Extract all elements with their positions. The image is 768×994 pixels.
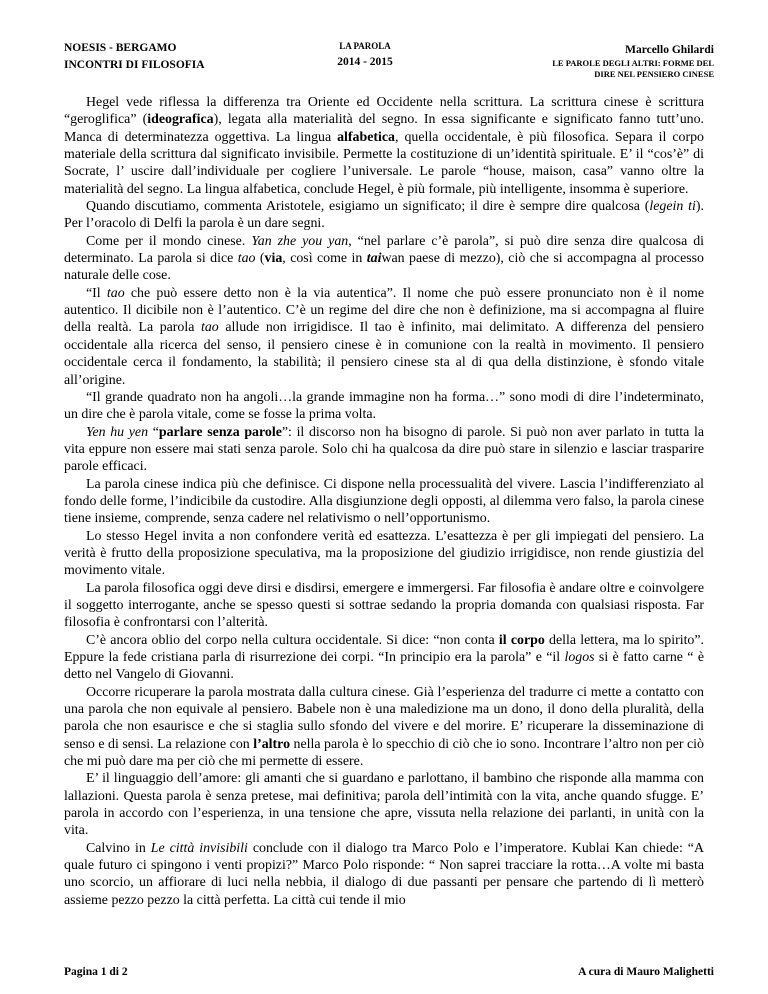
page-number: Pagina 1 di 2 [64, 966, 128, 978]
topic-block [329, 40, 401, 72]
paragraph: Quando discutiamo, commenta Aristotele, esigiamo un significato; il dire è sempre dire qualcosa (legein ti). Per l’oracolo di Delfi la parola è un dare segni. [64, 199, 704, 232]
years: 2014 - 2015 [337, 56, 393, 68]
speaker-name: Marcello Ghilardi [625, 44, 714, 56]
speaker-block [474, 42, 714, 80]
paragraph: Calvino in Le città invisibili conclude con il dialogo tra Marco Polo e l’imperatore. Kublai Kan chiede: “A quale futuro ci spingono i venti propizi?” Marco Polo risponde: “ Non saprei tracciare la rotta…A volte mi basta uno scorcio, un affiorare di luci nella nebbia, il dialogo di due passanti per pensare che partendo di lì metterò assieme pezzo pezzo la città perfetta. La città cui tende il mio [64, 840, 704, 908]
paragraph: Lo stesso Hegel invita a non confondere verità ed esattezza. L’esattezza è per gli impiegati del pensiero. La verità è frutto della proposizione speculativa, ma la proposizione del giudizio irrigidisce, non rende giustizia del movimento vitale. [64, 528, 704, 579]
org-line-1: NOESIS - BERGAMO [64, 42, 177, 54]
paragraph: “Il tao che può essere detto non è la via autentica”. Il nome che può essere pronunciato non è il nome autentico. Il dicibile non è l’autentico. C’è un regime del dire che non è definizione, ma si accompagna al fluire della realtà. La parola tao allude non irrigidisce. Il tao è infinito, mai delimitato. A differenza del pensiero occidentale alla ricerca del senso, il pensiero cinese è in comunione con la realtà in movimento. Il pensiero occidentale cerca il fondamento, la stabilità; il pensiero cinese sta al di qua della distinzione, è sfondo vitale all’origine. [64, 285, 704, 388]
paragraph: Yen hu yen “parlare senza parole”: il discorso non ha bisogno di parole. Si può non aver parlato in tutta la vita eppure non essere mai stati senza parole. Solo chi ha qualcosa da dire può stare in silenzio e lasciar trasparire parole efficaci. [64, 424, 704, 475]
paragraph: C’è ancora oblio del corpo nella cultura occidentale. Si dice: “non conta il corpo della lettera, ma lo spirito”. Eppure la fede cristiana parla di risurrezione dei corpi. “In principio era la parola” e “il logos si è fatto carne “ è detto nel Vangelo di Giovanni. [64, 632, 705, 683]
paragraph: “Il grande quadrato non ha angoli…la grande immagine non ha forma…” sono modi di dire l’indeterminato, un dire che è parola vitale, come se fosse la prima volta. [64, 389, 704, 423]
paragraph: Come per il mondo cinese. Yan zhe you yan, “nel parlare c’è parola”, si può dire senza dire qualcosa di determinato. La parola si dice tao (via, così come in taiwan paese di mezzo), ciò che si accompagna al processo naturale delle cose. [64, 233, 705, 284]
talk-title-line-1: LE PAROLE DEGLI ALTRI: FORME DEL [552, 58, 714, 68]
topic: LA PAROLA [339, 41, 391, 51]
curator-credit: A cura di Mauro Malighetti [578, 966, 714, 978]
paragraph: Hegel vede riflessa la differenza tra Oriente ed Occidente nella scrittura. La scrittura cinese è scrittura “geroglifica” (ideografica), legata alla materialità del segno. In essa significante e significato fanno tutt’uno. Manca di determinatezza oggettiva. La lingua alfabetica, quella occidentale, è più filosofica. Separa il corpo materiale della scrittura dal significato invisibile. Permette la costituzione di un’identità spirituale. E’ il “cos’è” di Socrate, l’ uscire dall’individuale per cogliere l’universale. Le parole “house, maison, casa” vanno oltre la materialità del segno. La lingua alfabetica, conclude Hegel, è più formale, più intelligente, insomma è superiore. [64, 95, 704, 197]
paragraph: La parola cinese indica più che definisce. Ci dispone nella processualità del vivere. Lascia l’indifferenziato al fondo delle forme, l’indicibile da custodire. Alla disgiunzione degli opposti, al dilemma vero falso, la parola cinese tiene insieme, comprende, senza cadere nel relativismo o nell’opportunismo. [64, 476, 704, 527]
article-body [64, 94, 704, 909]
paragraph: Occorre ricuperare la parola mostrata dalla cultura cinese. Già l’esperienza del tradurre ci mette a contatto con una parola che non equivale al pensiero. Babele non è una maledizione ma un dono, il dono della pluralità, della parola che non esaurisce e che si staglia sullo sfondo del vivere e del morire. E’ ricuperare la disseminazione di senso e di sensi. La relazione con l’altro nella parola è lo specchio di ciò che io sono. Incontrare l’altro non per ciò che mi può dare ma per ciò che mi permette di essere. [64, 684, 704, 770]
paragraph: La parola filosofica oggi deve dirsi e disdirsi, emergere e immergersi. Far filosofia è andare oltre e coinvolgere il soggetto interrogante, anche se spesso questi si sottrae sedando la propria domanda con qualsiasi risposta. Far filosofia è confrontarsi con l’alterità. [64, 580, 704, 631]
organizer [64, 40, 205, 74]
talk-title-line-2: DIRE NEL PENSIERO CINESE [594, 69, 714, 79]
paragraph: E’ il linguaggio dell’amore: gli amanti che si guardano e parlottano, il bambino che risponde alla mamma con lallazioni. Questa parola è senza pretese, mai definitiva; parola dell’intimità con la vita, anche quando sfugge. E’ parola in accordo con l’esperienza, in una tensione che apre, vissuta nella relazione dei parlanti, in unità con la vita. [64, 771, 704, 839]
page-header [64, 34, 714, 82]
org-line-2: INCONTRI DI FILOSOFIA [64, 59, 205, 71]
